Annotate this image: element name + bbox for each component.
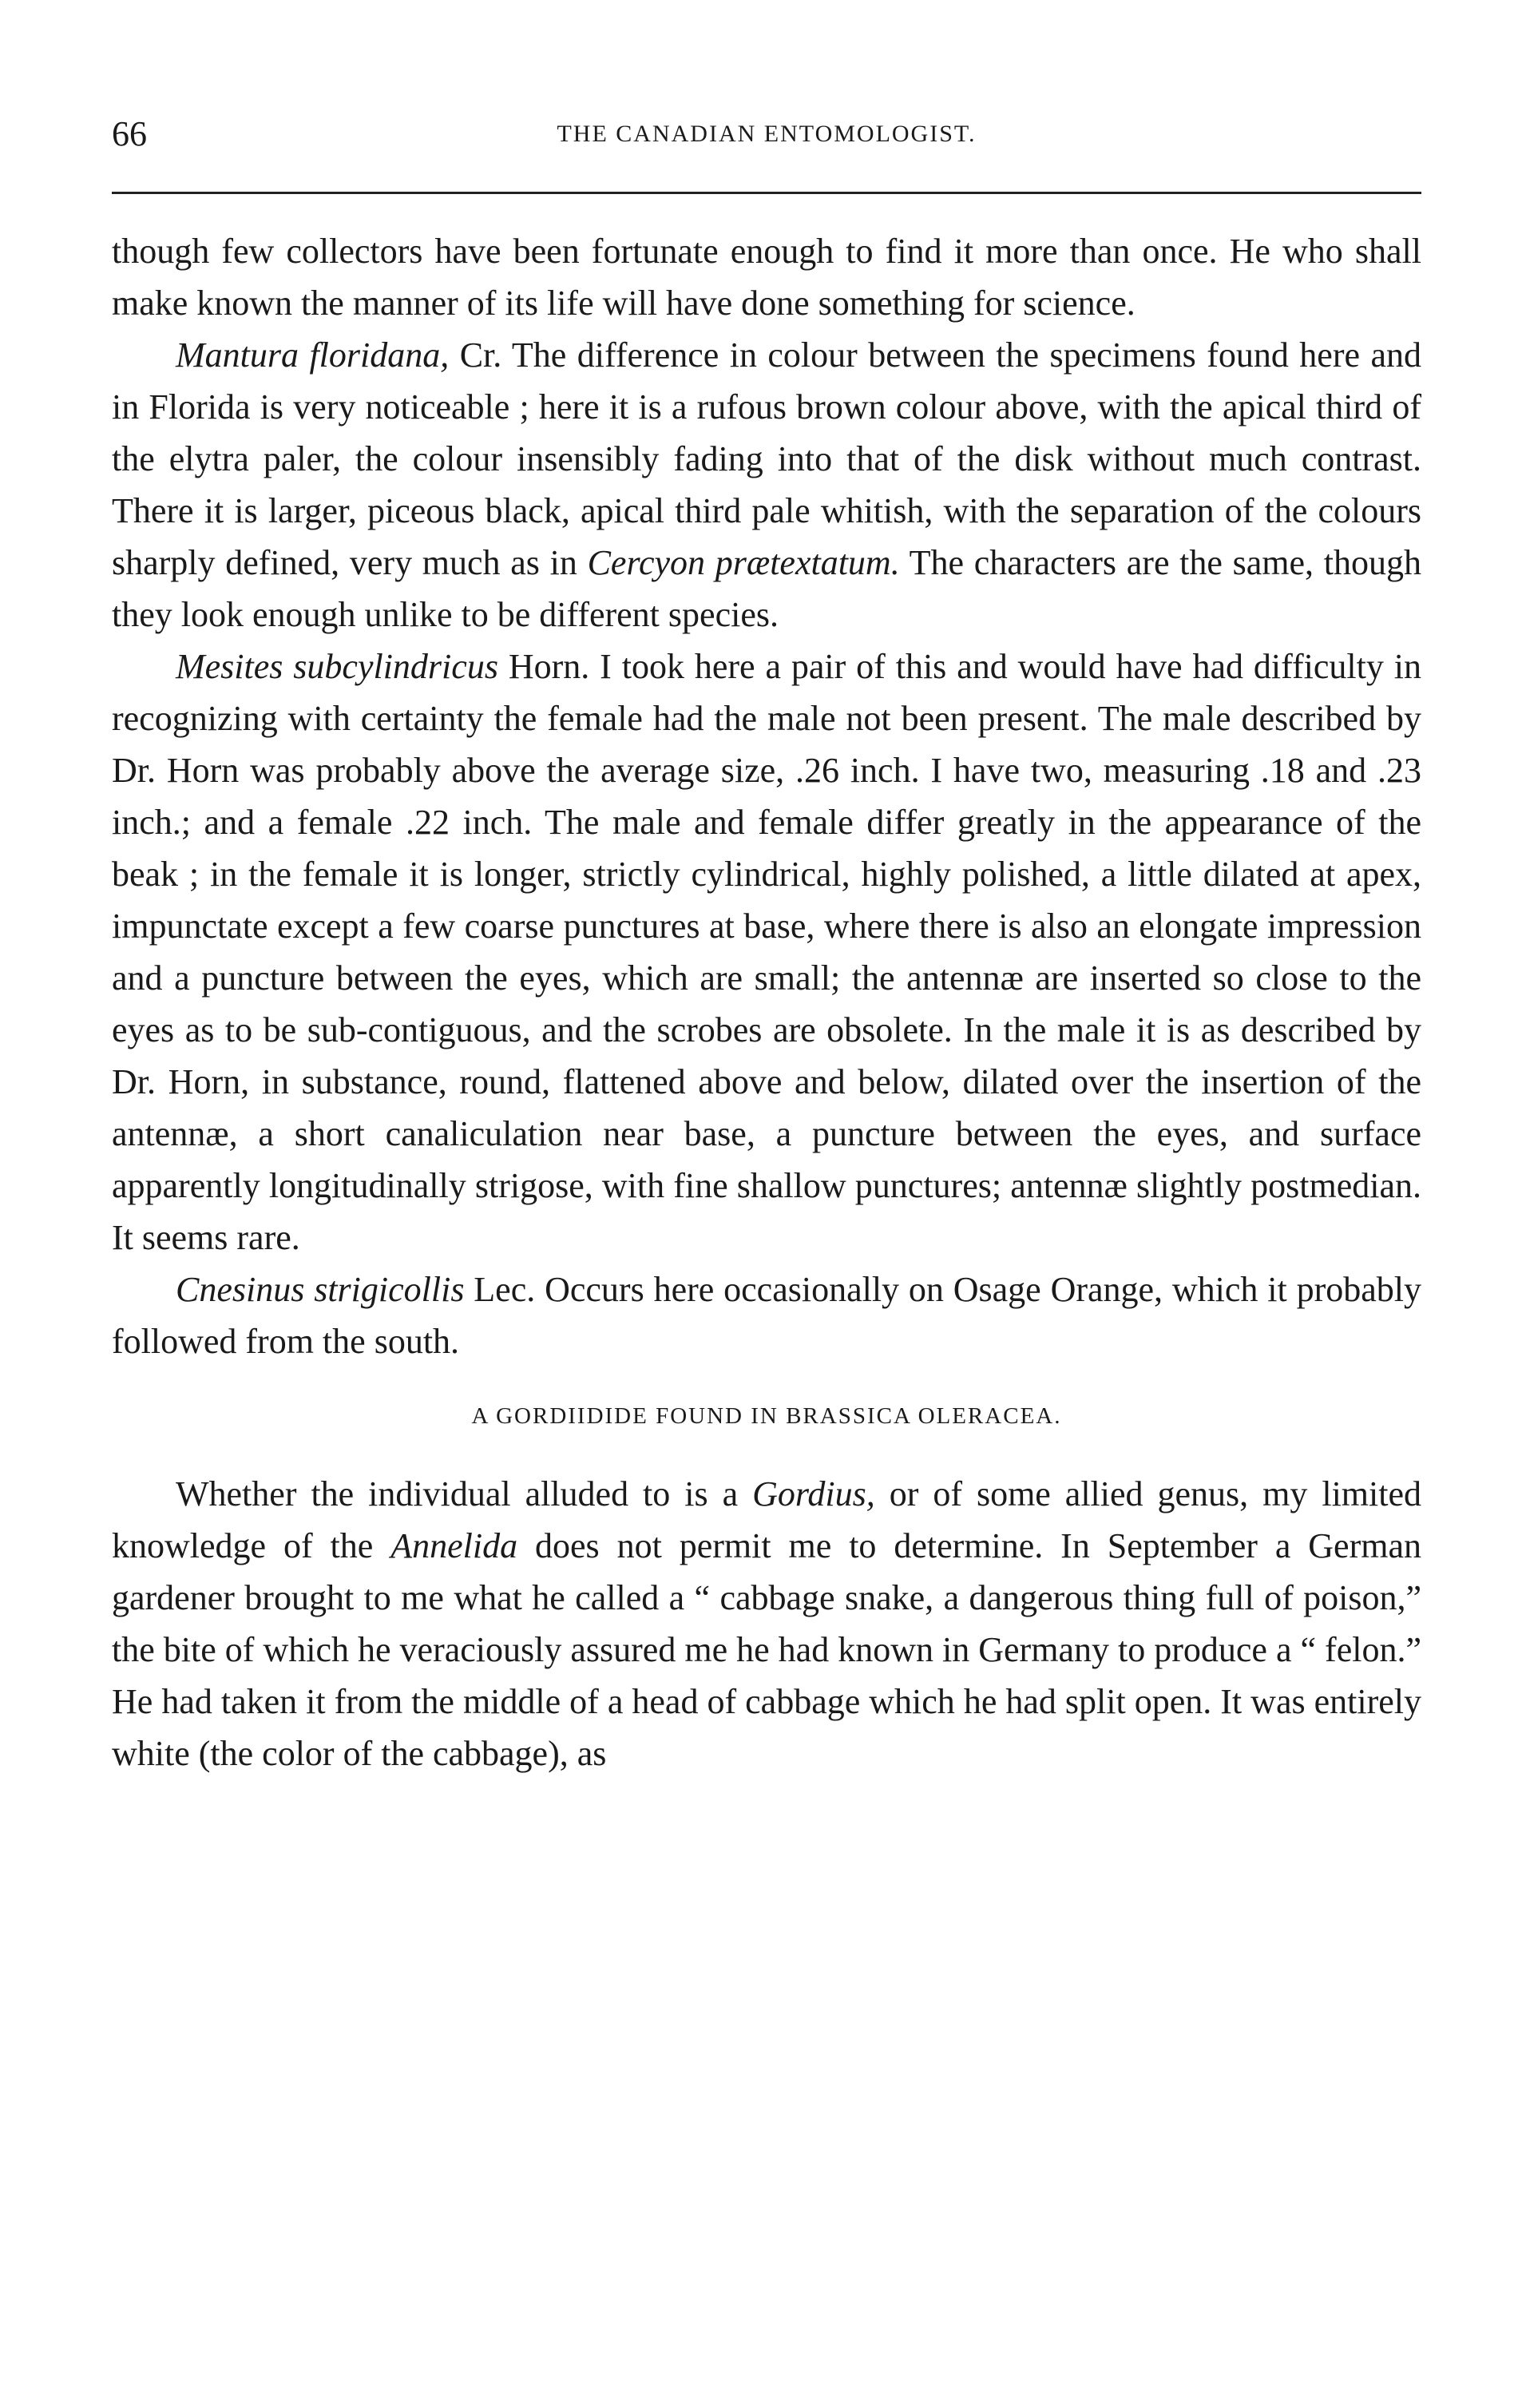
species-name: Mesites subcylindricus xyxy=(176,647,498,686)
taxon-name: Gordius, xyxy=(752,1474,875,1513)
paragraph-text: does not permit me to determine. In September a German gardener brought to me what he called a “ cabbage snake, a dangerous thing full of poison,” the bite of which he veraciously assured me he had known in Germany to produce a “ felon.” He had taken it from the middle of a head of cabbage which he had split open. It was entirely white (the color of the cabbage), as xyxy=(112,1526,1421,1773)
paragraph-gordiidide xyxy=(112,1468,1421,1779)
paragraph-mantura xyxy=(112,329,1421,641)
page-number: 66 xyxy=(112,114,147,153)
page-header xyxy=(112,110,1421,158)
paragraph-text: or of some allied genus, my limited knowledge of the xyxy=(112,1474,1421,1565)
species-name: Cercyon prætextatum. xyxy=(587,543,900,582)
species-name: Mantura floridana, xyxy=(176,335,450,375)
header-rule xyxy=(112,192,1421,194)
paragraph-text: Lec. Occurs here occasionally on Osage Orange, which it probably followed from the south. xyxy=(112,1270,1422,1361)
article-body xyxy=(112,225,1421,1779)
paragraph-text: The characters are the same, though they look enough unlike to be different species. xyxy=(112,543,1421,634)
running-head: THE CANADIAN ENTOMOLOGIST. xyxy=(557,121,977,147)
paragraph-text: Cr. The difference in colour between the specimens found here and in Florida is very noticeable ; here it is a rufous brown colour above, with the apical third of the elytra paler, the colour insensibly fading into that of the disk without much contrast. There it is larger, piceous black, apical third pale whitish, with the separation of the colours sharply defined, very much as in xyxy=(112,335,1421,582)
taxon-name: Annelida xyxy=(390,1526,518,1565)
section-title: A GORDIIDIDE FOUND IN BRASSICA OLERACEA. xyxy=(471,1403,1062,1429)
paragraph-cnesinus xyxy=(112,1264,1421,1367)
paragraph-continuation xyxy=(112,225,1421,329)
paragraph-text: though few collectors have been fortunate enough to find it more than once. He who shall make known the manner of its life will have done something for science. xyxy=(112,232,1421,323)
paragraph-mesites xyxy=(112,641,1421,1264)
species-name: Cnesinus strigicollis xyxy=(176,1270,465,1309)
paragraph-text: Whether the individual alluded to is a xyxy=(176,1474,753,1513)
paragraph-text: Horn. I took here a pair of this and would have had difficulty in recognizing with certainty the female had the male not been present. The male described by Dr. Horn was probably above the average size, .26 inch. I have two, measuring .18 and .23 inch.; and a female .22 inch. The male and female differ greatly in the appearance of the beak ; in the female it is longer, strictly cylindrical, highly polished, a little dilated at apex, impunctate except a few coarse punctures at base, where there is also an elongate impression and a puncture between the eyes, which are small; the antennæ are inserted so close to the eyes as to be sub-contiguous, and the scrobes are obsolete. In the male it is as described by Dr. Horn, in substance, round, flattened above and below, dilated over the insertion of the antennæ, a short canaliculation near base, a puncture between the eyes, and surface apparently longitudinally strigose, with fine shallow punctures; antennæ slightly postmedian. It seems rare. xyxy=(112,647,1421,1257)
